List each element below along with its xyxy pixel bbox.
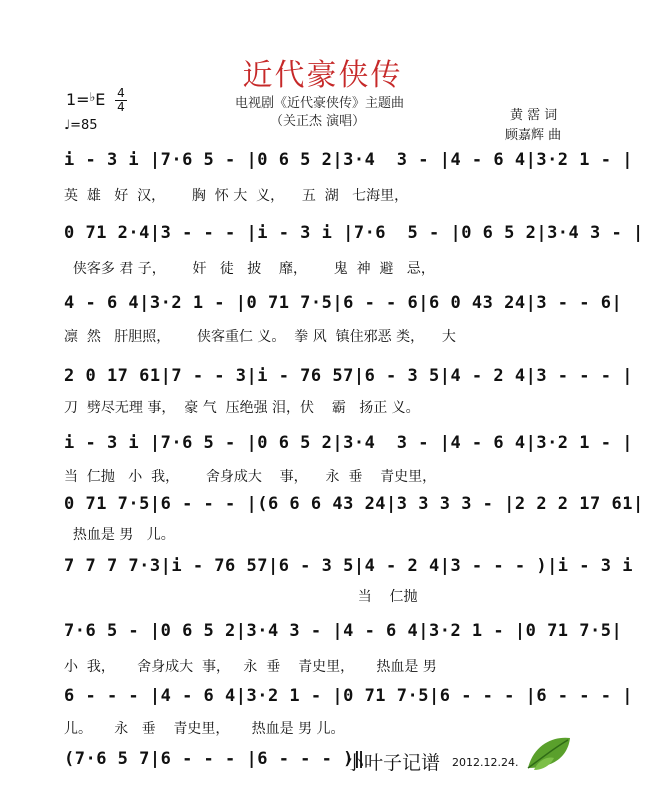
lyric-row: 当 仁抛 (64, 589, 418, 605)
lyric-row: 当 仁抛 小 我， 舍身成大 事， 永 垂 青史里， (64, 469, 437, 485)
notation-row: 7·6 5 - |0 6 5 2|3·4 3 - |4 - 6 4|3·2 1 - |0 71 7·5| (64, 621, 623, 641)
notation-row: i - 3 i |7·6 5 - |0 6 5 2|3·4 3 - |4 - 6 4|3·2 1 - | (64, 150, 633, 170)
notation-row: 7 7 7 7·3|i - 76 57|6 - 3 5|4 - 2 4|3 - - - )|i - 3 i (64, 556, 633, 576)
tempo-mark: ♩=85 (64, 118, 98, 133)
key-signature (66, 90, 105, 109)
lyric-row: 热血是 男 儿。 (64, 527, 175, 543)
transcription-date: 2012.12.24. (452, 756, 519, 769)
notation-row: 0 71 7·5|6 - - - |(6 6 6 43 24|3 3 3 3 - |2 2 2 17 61| (64, 494, 644, 514)
leaf-icon (524, 734, 574, 776)
time-top: 4 (115, 87, 127, 101)
performer: （关正杰 演唱） (270, 114, 366, 129)
lyric-row: 侠客多 君 子， 奸 徒 披 靡， 鬼 神 避 忌， (64, 261, 435, 277)
lyric-row: 刀 劈尽无理 事， 豪 气 压绝强 泪，伏 霸 扬正 义。 (64, 400, 420, 416)
notation-row: 6 - - - |4 - 6 4|3·2 1 - |0 71 7·5|6 - - - |6 - - - | (64, 686, 633, 706)
lyric-row: 小 我， 舍身成大 事， 永 垂 青史里， 热血是 男 (64, 659, 437, 675)
time-bottom: 4 (117, 100, 125, 114)
notation-row: 2 0 17 61|7 - - 3|i - 76 57|6 - 3 5|4 - 2 4|3 - - - | (64, 366, 633, 386)
song-title: 近代豪侠传 (242, 58, 403, 93)
flat-sign: ♭ (89, 90, 96, 104)
lyricist-credit: 黄 霑 词 (510, 108, 558, 123)
notation-row: 0 71 2·4|3 - - - |i - 3 i |7·6 5 - |0 6 5 2|3·4 3 - | (64, 223, 644, 243)
time-signature (115, 87, 127, 114)
notation-row: (7·6 5 7|6 - - - |6 - - - )‖ (64, 749, 365, 769)
lyric-row: 儿。 永 垂 青史里， 热血是 男 儿。 (64, 721, 345, 737)
lyric-row: 凛 然 肝胆照， 侠客重仁 义。 拳 风 镇住邪恶 类， 大 (64, 329, 456, 345)
subtitle: 电视剧《近代豪侠传》主题曲 (235, 96, 405, 111)
key-note: E (95, 90, 106, 109)
lyric-row: 英 雄 好 汉， 胸 怀 大 义， 五 湖 七海里， (64, 188, 409, 204)
notation-row: i - 3 i |7·6 5 - |0 6 5 2|3·4 3 - |4 - 6 4|3·2 1 - | (64, 433, 633, 453)
transcriber-signature: 小叶子记谱 (345, 752, 441, 774)
key-prefix: 1= (66, 90, 90, 109)
notation-row: 4 - 6 4|3·2 1 - |0 71 7·5|6 - - 6|6 0 43 24|3 - - 6| (64, 293, 623, 313)
composer-credit: 顾嘉辉 曲 (505, 128, 562, 143)
